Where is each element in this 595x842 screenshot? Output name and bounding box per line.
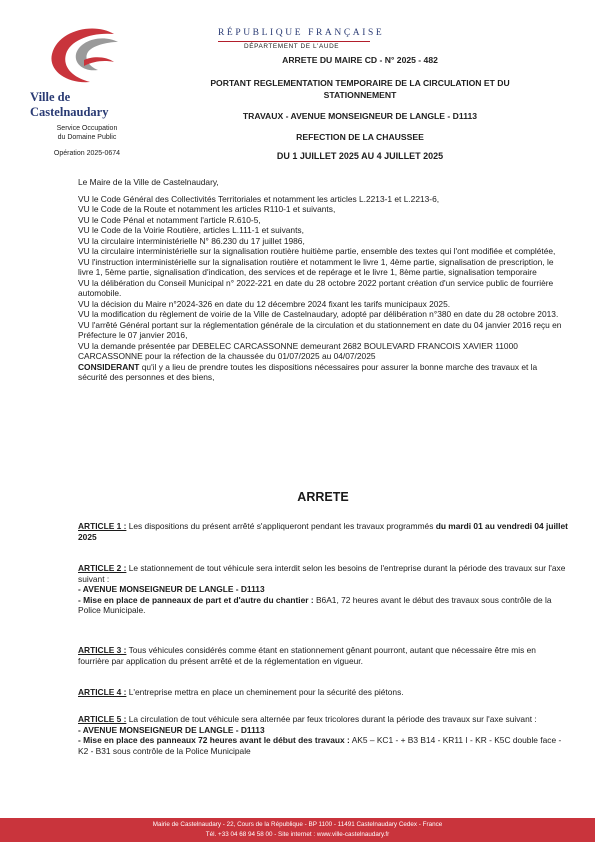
service-name [30,124,144,142]
considerant-text: qu'il y a lieu de prendre toutes les dispositions nécessaires pour assurer la bonne marche des travaux et la sécurité des personnes et des biens, [78,361,538,382]
subject-line-1: PORTANT REGLEMENTATION TEMPORAIRE DE LA CIRCULATION ET DU [210,78,510,88]
vu-item: VU la circulaire interministérielle N° 86.230 du 17 juillet 1986, [78,235,305,246]
article-1-text: Les dispositions du présent arrêté s'appliqueront pendant les travaux programmés [126,521,436,531]
town-logo-icon [44,26,134,88]
vu-item: VU l'arrêté Général portant sur la réglementation générale de la circulation et du stationnement en date du 04 janvier 2016 reçu en Préfecture le 07 janvier 2016, [78,319,562,340]
article-2-panels-label: - Mise en place de panneaux de part et d'autre du chantier : [78,594,314,605]
article-5-panels-text: AK5 – KC1 - + B3 B14 - KR11 I - KR - K5C double face - K2 - B31 sous contrôle de la Police Municipale [78,735,562,756]
article-4-text: L'entreprise mettra en place un cheminement pour la sécurité des piétons. [126,687,404,697]
vu-item: VU le Code de la Voirie Routière, articles L.111-1 et suivants, [78,225,304,235]
article-5-text: La circulation de tout véhicule sera alternée par feux tricolores durant la période des travaux sur l'axe suivant : [126,714,537,724]
republic-label: RÉPUBLIQUE FRANÇAISE [218,28,385,38]
vu-item: VU l'instruction interministérielle sur la signalisation routière et notamment le livre 1, 4ème partie, signalisation de prescription, le livre 1, 5ème partie, signalisation d'indication, des services et de repérage et le livre 1, 8ème partie, signalisation temporaire [78,256,554,277]
operation-number: Opération 2025-0674 [53,150,121,157]
vu-item: VU le Code de la Route et notamment les articles R110-1 et suivants, [78,204,336,214]
article-4 [78,687,568,698]
article-2-label: ARTICLE 2 : [78,563,127,573]
town-name: Ville de Castelnaudary [30,90,109,119]
article-1-dates: du mardi 01 au vendredi 04 juillet 2025 [78,521,568,542]
considerant-label: CONSIDERANT [78,361,140,372]
page-footer [0,818,595,842]
article-3 [78,645,568,666]
town-logo-block [30,26,144,157]
vu-item: VU le Code Général des Collectivités Territoriales et notamment les articles L.2213-1 et L.2213-6, [78,193,440,204]
article-1-label: ARTICLE 1 : [78,521,127,531]
vu-item: VU le Code Pénal et notamment l'article R.610-5, [78,214,261,225]
vu-item: VU la délibération du Conseil Municipal n° 2022-221 en date du 28 octobre 2022 portant création d'un service public de fourrière automobile. [78,277,554,298]
article-3-label: ARTICLE 3 : [78,645,127,655]
considerations-block [78,177,568,383]
vu-item: VU la modification du règlement de voirie de la Ville de Castelnaudary, adopté par délibération n°380 en date du 28 octobre 2013. [78,309,559,319]
service-line-2: du Domaine Public [57,134,117,141]
works-nature: REFECTION DE LA CHAUSSEE [296,132,424,142]
vu-item: VU la circulaire interministérielle sur la signalisation routière huitième partie, ensemble des textes qui l'ont modifiée et complétée, [78,246,556,256]
article-5 [78,714,568,756]
article-4-label: ARTICLE 4 : [78,687,127,697]
works-dates: DU 1 JUILLET 2025 AU 4 JUILLET 2025 [276,151,444,161]
footer-address: Mairie de Castelnaudary - 22, Cours de la République - BP 1100 - 11491 Castelnaudary Cedex - France [152,821,443,828]
article-5-axis: - AVENUE MONSEIGNEUR DE LANGLE - D1113 [78,724,265,735]
works-title: TRAVAUX - AVENUE MONSEIGNEUR DE LANGLE - D1113 [242,111,478,121]
article-5-panels-label: - Mise en place des panneaux 72 heures avant le début des travaux : [78,735,350,745]
arrete-number: ARRETE DU MAIRE CD - N° 2025 - 482 [282,55,438,65]
article-2-axis: - AVENUE MONSEIGNEUR DE LANGLE - D1113 [78,584,265,594]
vu-item: VU la décision du Maire n°2024-326 en date du 12 décembre 2024 fixant les tarifs municipaux 2025. [78,298,451,309]
article-2 [78,563,568,616]
vu-item: VU la demande présentée par DEBELEC CARCASSONNE demeurant 2682 BOULEVARD FRANCOIS XAVIER 11000 CARCASSONNE pour la réfection de la chaussée du 01/07/2025 au 04/07/2025 [78,340,518,361]
article-2-text: Le stationnement de tout véhicule sera interdit selon les besoins de l'entreprise durant la période des travaux sur l'axe suivant : [78,563,566,584]
article-1 [78,521,568,542]
service-line-1: Service Occupation [56,125,118,132]
arrete-title: ARRETE [297,490,349,504]
footer-contact: Tél. +33 04 68 94 58 00 - Site internet : www.ville-castelnaudary.fr [205,831,390,838]
republic-divider [218,41,370,42]
department-label: DÉPARTEMENT DE L'AUDE [244,43,340,50]
considerant [78,362,568,383]
article-2-panels-text: B6A1, 72 heures avant le début des travaux sous contrôle de la Police Municipale. [78,594,552,615]
article-3-text: Tous véhicules considérés comme étant en stationnement gênant pourront, autant que nécessaire être mis en fourrière par application du présent arrêté et de la réglementation en vigueur. [78,645,536,666]
mayor-intro: Le Maire de la Ville de Castelnaudary, [78,177,219,187]
article-5-label: ARTICLE 5 : [78,714,127,724]
subject-line-2: STATIONNEMENT [323,90,397,100]
